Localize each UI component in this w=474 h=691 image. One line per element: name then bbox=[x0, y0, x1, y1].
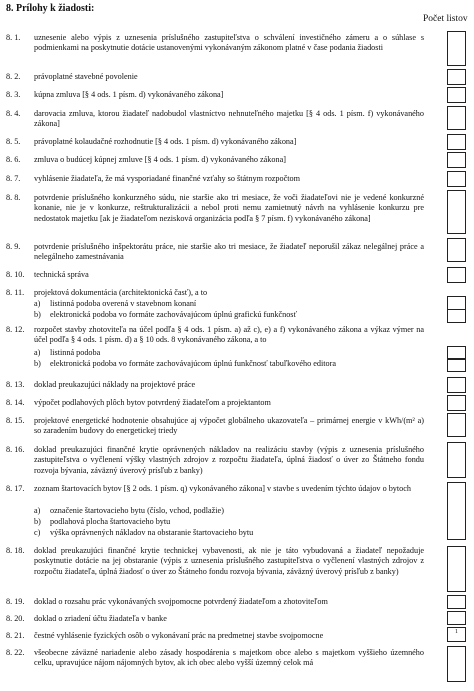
sub-item-label: a) bbox=[34, 506, 41, 515]
page-count-input-8-10[interactable] bbox=[447, 267, 466, 283]
page-count-input-8-20[interactable] bbox=[447, 611, 466, 625]
page-count-input-8-18[interactable] bbox=[447, 546, 466, 592]
item-number: 8. 6. bbox=[6, 155, 21, 164]
page-count-value: 1 bbox=[455, 629, 458, 635]
item-number: 8. 17. bbox=[6, 484, 25, 493]
item-number: 8. 20. bbox=[6, 614, 25, 623]
item-number: 8. 13. bbox=[6, 380, 25, 389]
item-number: 8. 4. bbox=[6, 109, 21, 118]
page-count-input-8-19[interactable] bbox=[447, 595, 466, 609]
page-count-input-8-11b[interactable] bbox=[447, 309, 466, 323]
page-count-input-8-9[interactable] bbox=[447, 238, 466, 262]
item-number: 8. 9. bbox=[6, 242, 21, 251]
page-count-input-8-11a[interactable] bbox=[447, 296, 466, 310]
page-count-input-8-13[interactable] bbox=[447, 377, 466, 393]
item-number: 8. 21. bbox=[6, 631, 25, 640]
sub-item-text: elektronická podoba vo formáte zachovávajúcom úplnú grafickú funkčnosť bbox=[50, 310, 297, 319]
list-item bbox=[6, 325, 424, 367]
item-text: právoplatné kolaudačné rozhodnutie [§ 4 ods. 1 písm. d) vykonávaného zákona] bbox=[34, 137, 297, 146]
sub-item-text: listinná podoba bbox=[50, 348, 101, 357]
page-count-input-8-1[interactable] bbox=[447, 31, 466, 66]
item-text: kúpna zmluva [§ 4 ods. 1 písm. d) vykonávaného zákona] bbox=[34, 90, 224, 99]
sub-item-text: elektronická podoba vo formáte zachovávajúcom úplnú funkčnosť tabuľkového editora bbox=[50, 359, 337, 368]
item-number: 8. 14. bbox=[6, 398, 25, 407]
item-text: projektové energetické hodnotenie obsahujúce aj výpočet globálneho ukazovateľa – primárnej energie v kWh/(m² a) so zaradením budovy do energetickej triedy bbox=[34, 416, 424, 436]
item-text: doklad o rozsahu prác vykonávaných svojpomocne potvrdený žiadateľom a zhotoviteľom bbox=[34, 597, 328, 606]
item-number: 8. 10. bbox=[6, 270, 25, 279]
item-number: 8. 2. bbox=[6, 72, 21, 81]
sub-item-text: výška oprávnených nákladov na obstaranie štartovacieho bytu bbox=[50, 528, 254, 537]
page-count-header: Počet listov bbox=[423, 14, 468, 24]
page-count-input-8-15[interactable] bbox=[447, 413, 466, 437]
page-count-input-8-2[interactable] bbox=[447, 69, 466, 85]
page-count-input-8-12a[interactable] bbox=[447, 346, 466, 359]
item-number: 8. 3. bbox=[6, 90, 21, 99]
item-text: doklad preukazujúci finančné krytie oprávnených nákladov na realizáciu stavby (výpis z uznesenia príslušného zastupiteľstva o vyčlenení výšky vlastných zdrojov z rozpočtu žiadateľa, úplná žiadosť o úver zo Štátneho fondu rozvoja bývania, záväzný úverový prísľub z banky) bbox=[34, 445, 424, 475]
section-heading: 8. Prílohy k žiadosti: bbox=[6, 3, 95, 14]
item-text: technická správa bbox=[34, 270, 89, 279]
page-count-input-8-3[interactable] bbox=[447, 87, 466, 103]
page-count-input-8-21[interactable] bbox=[447, 627, 466, 642]
item-number: 8. 1. bbox=[6, 33, 21, 42]
list-item bbox=[6, 33, 424, 65]
item-text: potvrdenie príslušného konkurzného súdu, nie staršie ako tri mesiace, že voči žiadateľovi nie je vedené konkurzné konanie, nie je v konkurze, reštrukturalizácii a nebol proti nemu zamietnutý návrh na vyhlásenie konkurzu pre nedostatok majetku [ak je žiadateľom nezisková organizácia podľa § 7 písm. f) vykonávaného zákona] bbox=[34, 193, 424, 223]
item-text: výpočet podlahových plôch bytov potvrdený žiadateľom a projektantom bbox=[34, 398, 271, 407]
sub-item-label: b) bbox=[34, 359, 41, 368]
item-text: darovacia zmluva, ktorou žiadateľ nadobudol vlastníctvo nehnuteľného majetku [§ 4 ods. 1 písm. f) vykonávaného zákona] bbox=[34, 109, 424, 129]
sub-item-label: b) bbox=[34, 310, 41, 319]
item-text: vyhlásenie žiadateľa, že má vysporiadané finančné vzťahy so štátnym rozpočtom bbox=[34, 174, 300, 183]
item-text: doklad preukazujúci finančné krytie technickej vybavenosti, ak nie je táto vybudovaná a žiadateľ nepožaduje poskytnutie dotácie na jej obstaranie (výpis z uznesenia príslušného zastupiteľstva o vyčlenení vlastných zdrojov z rozpočtu žiadateľa, úplná žiadosť o úver zo Štátneho fondu rozvoja bývania, záväzný úverový prísľub z banky) bbox=[34, 546, 424, 576]
item-text: uznesenie alebo výpis z uznesenia príslušného zastupiteľstva o schválení investičného zámeru a o súhlase s podmienkami na poskytnutie dotácie ustanovenými vykonávaným zákonom platné v čase podania žiadosti bbox=[34, 33, 424, 53]
item-text: čestné vyhlásenie fyzických osôb o vykonávaní prác na predmetnej stavbe svojpomocne bbox=[34, 631, 324, 640]
sub-item-label: c) bbox=[34, 528, 41, 537]
page-count-input-8-4[interactable] bbox=[447, 106, 466, 130]
sub-item-label: b) bbox=[34, 517, 41, 526]
sub-item-label: a) bbox=[34, 348, 41, 357]
item-text: potvrdenie príslušného inšpektorátu práce, nie staršie ako tri mesiace, že žiadateľ neporušil zákaz nelegálnej práce a nelegálneho zamestnávania bbox=[34, 242, 424, 262]
item-number: 8. 18. bbox=[6, 546, 25, 555]
item-text: zmluva o budúcej kúpnej zmluve [§ 4 ods. 1 písm. d) vykonávaného zákona] bbox=[34, 155, 286, 164]
page-count-input-8-14[interactable] bbox=[447, 395, 466, 411]
page-count-input-8-17[interactable] bbox=[447, 482, 466, 540]
sub-item-label: a) bbox=[34, 299, 41, 308]
item-text: všeobecne záväzné nariadenie alebo zásady hospodárenia s majetkom obce alebo s majetkom vyššieho územného celku, upravujúce nájom nájomných bytov, ak ich obec alebo vyšší územný celok má bbox=[34, 648, 424, 668]
page-count-input-8-22[interactable] bbox=[447, 646, 466, 682]
item-text: zoznam štartovacích bytov [§ 2 ods. 1 písm. q) vykonávaného zákona] v stavbe s uvedením týchto údajov o bytoch bbox=[34, 484, 411, 493]
page-count-input-8-6[interactable] bbox=[447, 152, 466, 168]
item-text: právoplatné stavebné povolenie bbox=[34, 72, 138, 81]
item-number: 8. 12. bbox=[6, 325, 25, 334]
item-number: 8. 7. bbox=[6, 174, 21, 183]
item-text: doklad o zriadení účtu žiadateľa v banke bbox=[34, 614, 167, 623]
item-number: 8. 16. bbox=[6, 445, 25, 454]
list-item bbox=[6, 288, 424, 330]
page-count-input-8-7[interactable] bbox=[447, 171, 466, 187]
sub-item-text: podlahová plocha štartovacieho bytu bbox=[50, 517, 171, 526]
page-count-input-8-5[interactable] bbox=[447, 134, 466, 150]
list-item bbox=[6, 484, 424, 539]
page-count-input-8-8[interactable] bbox=[447, 190, 466, 234]
page-count-input-8-12b[interactable] bbox=[447, 359, 466, 372]
item-text: rozpočet stavby zhotoviteľa na účel podľa § 4 ods. 1 písm. a) až c), e) a f) vykonávaného zákona a výkaz výmer na účel podľa § 4 ods. 1 písm. d) a § 10 ods. 8 vykonávaného zákona, a to bbox=[34, 325, 424, 345]
item-number: 8. 5. bbox=[6, 137, 21, 146]
item-number: 8. 8. bbox=[6, 193, 21, 202]
sub-item-text: označenie štartovacieho bytu (číslo, vchod, podlažie) bbox=[50, 506, 224, 515]
item-number: 8. 15. bbox=[6, 416, 25, 425]
sub-item-text: listinná podoba overená v stavebnom konaní bbox=[50, 299, 197, 308]
page-count-input-8-16[interactable] bbox=[447, 442, 466, 478]
item-number: 8. 11. bbox=[6, 288, 25, 297]
item-text: doklad preukazujúci náklady na projektové práce bbox=[34, 380, 196, 389]
item-number: 8. 22. bbox=[6, 648, 25, 657]
item-text: projektová dokumentácia (architektonická časť), a to bbox=[34, 288, 208, 297]
item-number: 8. 19. bbox=[6, 597, 25, 606]
